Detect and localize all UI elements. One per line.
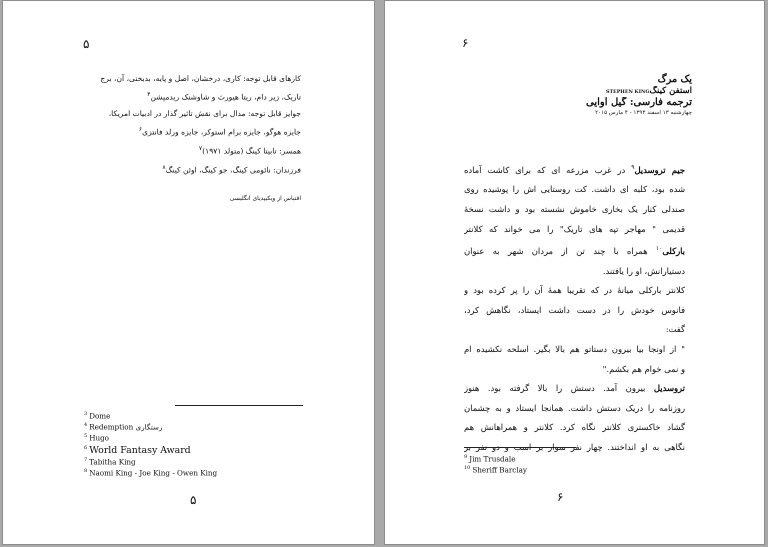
footnote-number: 9 bbox=[464, 454, 468, 460]
page-number-bottom: ۶ bbox=[557, 490, 564, 504]
left-footnotes bbox=[84, 410, 304, 478]
footnote-marker: ۱۰ bbox=[655, 245, 663, 253]
body-line bbox=[83, 71, 301, 87]
page-number-top: ۶ bbox=[462, 36, 469, 50]
body-line-text: فرزندان: نائومی کینگ، جو کینگ، اوئن کینگ bbox=[165, 165, 301, 175]
left-body-text bbox=[83, 71, 301, 178]
footnote-text: Dome bbox=[89, 411, 111, 421]
body-line-text: در غرب مزرعه ای که برای کاشت آماده bbox=[464, 164, 632, 175]
body-line-text: روزنامه را دریک دستش داشت. همانجا ایستاد و به چشمان bbox=[464, 402, 685, 413]
footnote-number: 4 bbox=[84, 421, 88, 428]
footnote bbox=[84, 443, 304, 456]
character-name: بارکلی bbox=[662, 245, 685, 256]
body-line-text: دستیارانش، او را یافتند. bbox=[602, 265, 685, 276]
title-block bbox=[580, 73, 692, 117]
body-line bbox=[464, 239, 685, 261]
footnote bbox=[84, 410, 304, 421]
footnote-number: 6 bbox=[84, 444, 88, 451]
body-line bbox=[464, 200, 685, 220]
body-line-text: کلانتر بارکلی میانهٔ در که تقریبا همهٔ آن را پر کرده بود و bbox=[464, 285, 685, 296]
body-line bbox=[464, 360, 685, 380]
footnote bbox=[84, 432, 304, 443]
right-body-text bbox=[464, 158, 685, 458]
footnote-divider bbox=[464, 447, 576, 448]
body-line-text: فانوس خودش را در دست داشت ایستاد، نگاهش کرد، bbox=[464, 304, 685, 315]
footnote-text: Sheriff Barclay bbox=[472, 465, 527, 475]
body-line bbox=[464, 220, 685, 240]
footnote-number: 5 bbox=[84, 432, 88, 439]
body-line bbox=[464, 262, 685, 282]
source-note: اقتباس از ویکیپدیای انگلیسی bbox=[229, 195, 301, 202]
body-line-text: بیرون آمد. دستش را بالا گرفته بود. هنوز bbox=[464, 383, 654, 394]
footnote-number: 7 bbox=[84, 457, 88, 464]
footnote-text: Hugo bbox=[89, 433, 110, 443]
footnote-marker: ۹ bbox=[631, 164, 635, 171]
body-line bbox=[83, 122, 301, 141]
body-line bbox=[464, 180, 685, 200]
body-line bbox=[83, 106, 301, 122]
footnote-text: World Fantasy Award bbox=[89, 445, 191, 457]
footnote-number: 10 bbox=[464, 464, 471, 471]
body-line bbox=[83, 87, 301, 106]
footnote-marker: ۸ bbox=[162, 163, 166, 171]
footnote-text: Jim Trusdale bbox=[469, 454, 516, 464]
body-line bbox=[464, 158, 685, 180]
footnote-marker: ۴ bbox=[147, 91, 151, 99]
body-line-text: گشاد خاکستری کلانتر نگاه کرد. کلانتر و همراهانش هم bbox=[464, 422, 685, 433]
body-line bbox=[464, 340, 685, 360]
body-line-text: تاریک، زیر دام، ریتا هیورث و شاوشنک ریدمپشن bbox=[150, 92, 301, 102]
body-line-text: جوایز قابل توجه: مدال برای نقش تاثیر گذار در ادبیات امریکا، bbox=[108, 108, 301, 118]
footnote-text: Tabitha King bbox=[89, 457, 136, 467]
body-line-text: همسر: تابیتا کینگ (متولد ۱۹۷۱) bbox=[202, 146, 301, 156]
body-line bbox=[464, 379, 685, 399]
right-page bbox=[384, 0, 765, 545]
body-line bbox=[464, 399, 685, 419]
author-en: STEPHEN KING bbox=[606, 89, 650, 95]
character-name: ترو‌سدیل bbox=[653, 383, 685, 394]
footnote-text: Naomi King - Joe King - Owen King bbox=[89, 468, 218, 478]
right-footnotes bbox=[464, 453, 614, 475]
body-line bbox=[83, 160, 301, 179]
translator-line: ترجمه فارسی: گیل آوایی bbox=[586, 97, 692, 108]
footnote bbox=[464, 464, 614, 475]
footnote-divider bbox=[175, 405, 303, 406]
story-title: یک مرگ bbox=[657, 74, 692, 85]
footnote-number: 3 bbox=[84, 411, 88, 417]
character-name: جیم ترو‌سدیل bbox=[634, 164, 685, 175]
body-line-text: قدیمی " مهاجر تپه های تاریک" را می خواند که کلانتر bbox=[464, 223, 685, 234]
footnote bbox=[84, 421, 304, 432]
body-line-text: " از اونجا بیا بیرون دستاتو هم بالا بگیر. اسلحه نکشیده ام bbox=[464, 343, 685, 354]
body-line-text: و نمی خوام هم بکشم." bbox=[602, 363, 685, 374]
body-line bbox=[464, 418, 685, 438]
body-line-text: همراه با چند تن از مردان شهر به عنوان bbox=[464, 245, 656, 256]
body-line-text: نگاهی به او انداختند. چهار نفر سوار بر اسب و دو نفر بر bbox=[464, 441, 685, 452]
author-line bbox=[580, 86, 692, 97]
body-line bbox=[83, 141, 301, 160]
body-line-text: شده بود، کلبه ای داشت. کت روستایی اش را پوشیده روی bbox=[464, 184, 685, 195]
page-number-top: ۵ bbox=[83, 37, 90, 51]
footnote-number: 8 bbox=[84, 468, 88, 475]
body-line-text: صندلی کنار یک بخاری خاموش نشسته بود و داشت نسخهٔ bbox=[464, 203, 685, 214]
body-line-text: جایزه هوگو، جایزه برام استوکر، جایزه ورلد فانتزی bbox=[142, 127, 301, 137]
body-line bbox=[464, 320, 685, 340]
body-line bbox=[464, 301, 685, 321]
date-line: چهارشنبه ۱۳ اسفند ۱۳۹۳ - ۴ مارس ۲۰۱۵ bbox=[595, 110, 692, 116]
footnote bbox=[84, 467, 304, 478]
page-number-bottom: ۵ bbox=[190, 493, 197, 507]
footnote-text: Redemption رستگاری bbox=[89, 422, 163, 432]
footnote-marker: ۷ bbox=[198, 144, 203, 152]
footnote bbox=[464, 453, 614, 464]
body-line-text: گفت: bbox=[665, 324, 685, 335]
left-page bbox=[2, 0, 375, 545]
body-line-text: کارهای قابل توجه: کاری، درخشان، اصل و پایه، بدبختی، آن، برج bbox=[100, 74, 301, 83]
author-fa: استفن کینگ bbox=[649, 86, 692, 96]
body-line bbox=[464, 281, 685, 301]
footnote-marker: ۶ bbox=[138, 126, 143, 134]
footnote bbox=[84, 456, 304, 467]
